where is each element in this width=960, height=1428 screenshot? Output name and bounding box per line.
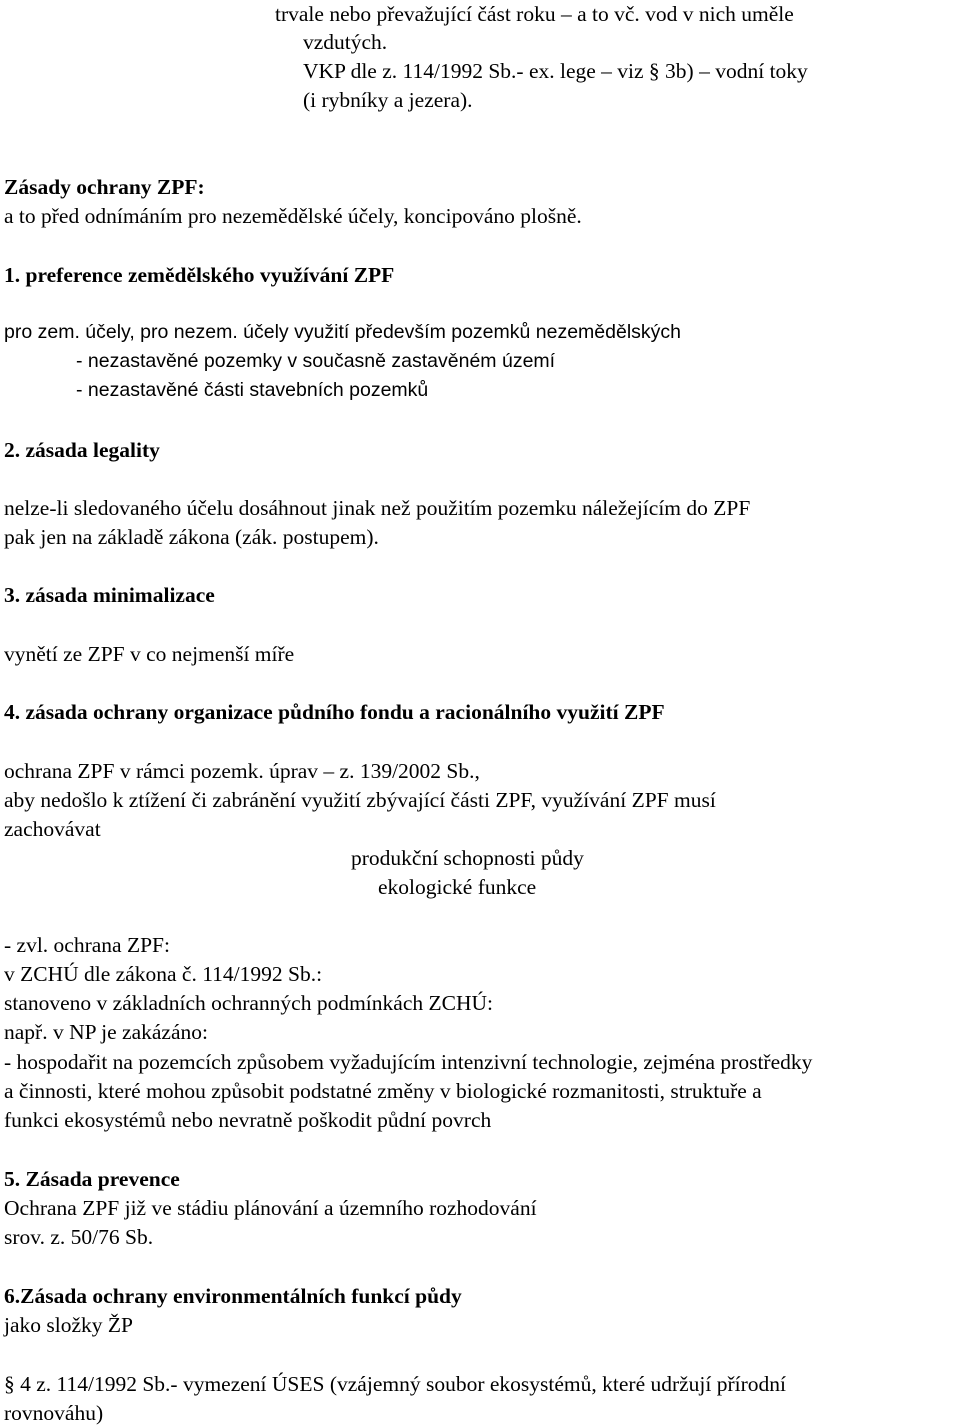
principle-5-text-1: Ochrana ZPF již ve stádiu plánování a územního rozhodování — [4, 1196, 537, 1220]
principle-1-text: pro zem. účely, pro nezem. účely využití především pozemků nezemědělských — [4, 321, 682, 343]
principles-heading: Zásady ochrany ZPF: — [4, 175, 205, 199]
principle-1-item-1: - nezastavěné pozemky v současně zastavěném území — [76, 350, 556, 372]
principle-4-indent-1: produkční schopnosti půdy — [351, 846, 584, 870]
principle-4-indent-2: ekologické funkce — [378, 875, 537, 899]
principle-6-ref-line-2: rovnováhu) — [4, 1401, 104, 1425]
principle-1-title: 1. preference zemědělského využívání ZPF — [4, 263, 395, 287]
principle-4-text-1: ochrana ZPF v rámci pozemk. úprav – z. 139/2002 Sb., — [4, 759, 480, 783]
special-line-1: - zvl. ochrana ZPF: — [4, 933, 170, 957]
special-line-4: např. v NP je zakázáno: — [4, 1020, 208, 1044]
special-line-5: - hospodařit na pozemcích způsobem vyžadujícím intenzivní technologie, zejména prostředky — [4, 1050, 813, 1074]
principle-4-text-3: zachovávat — [4, 817, 101, 841]
principle-6-title: 6.Zásada ochrany environmentálních funkcí půdy — [4, 1284, 462, 1308]
principle-4-title: 4. zásada ochrany organizace půdního fondu a racionálního využití ZPF — [4, 700, 665, 724]
principle-1-item-2: - nezastavěné části stavebních pozemků — [76, 379, 429, 401]
special-line-3: stanoveno v základních ochranných podmínkách ZCHÚ: — [4, 991, 493, 1015]
principle-6-ref-line-1: § 4 z. 114/1992 Sb.- vymezení ÚSES (vzájemný soubor ekosystémů, které udržují přírodní — [4, 1372, 787, 1396]
principle-2-text-2: pak jen na základě zákona (zák. postupem). — [4, 525, 379, 549]
intro-line-4: (i rybníky a jezera). — [303, 88, 473, 112]
principles-subheading: a to před odnímáním pro nezemědělské účely, koncipováno plošně. — [4, 204, 582, 228]
intro-line-2: vzdutých. — [303, 30, 388, 54]
special-line-6: a činnosti, které mohou způsobit podstatné změny v biologické rozmanitosti, struktuře a — [4, 1079, 762, 1103]
principle-5-text-2: srov. z. 50/76 Sb. — [4, 1225, 154, 1249]
special-line-2: v ZCHÚ dle zákona č. 114/1992 Sb.: — [4, 962, 323, 986]
intro-line-3: VKP dle z. 114/1992 Sb.- ex. lege – viz § 3b) – vodní toky — [303, 59, 808, 83]
intro-line-1: trvale nebo převažující část roku – a to vč. vod v nich uměle — [275, 2, 794, 26]
principle-6-text: jako složky ŽP — [4, 1313, 133, 1337]
principle-5-title: 5. Zásada prevence — [4, 1167, 180, 1191]
principle-4-text-2: aby nedošlo k ztížení či zabránění využití zbývající části ZPF, využívání ZPF musí — [4, 788, 716, 812]
principle-3-text: vynětí ze ZPF v co nejmenší míře — [4, 642, 295, 666]
principle-3-title: 3. zásada minimalizace — [4, 583, 215, 607]
principle-2-title: 2. zásada legality — [4, 438, 160, 462]
principle-2-text-1: nelze-li sledovaného účelu dosáhnout jinak než použitím pozemku náležejícím do ZPF — [4, 496, 751, 520]
special-line-7: funkci ekosystémů nebo nevratně poškodit půdní povrch — [4, 1108, 492, 1132]
